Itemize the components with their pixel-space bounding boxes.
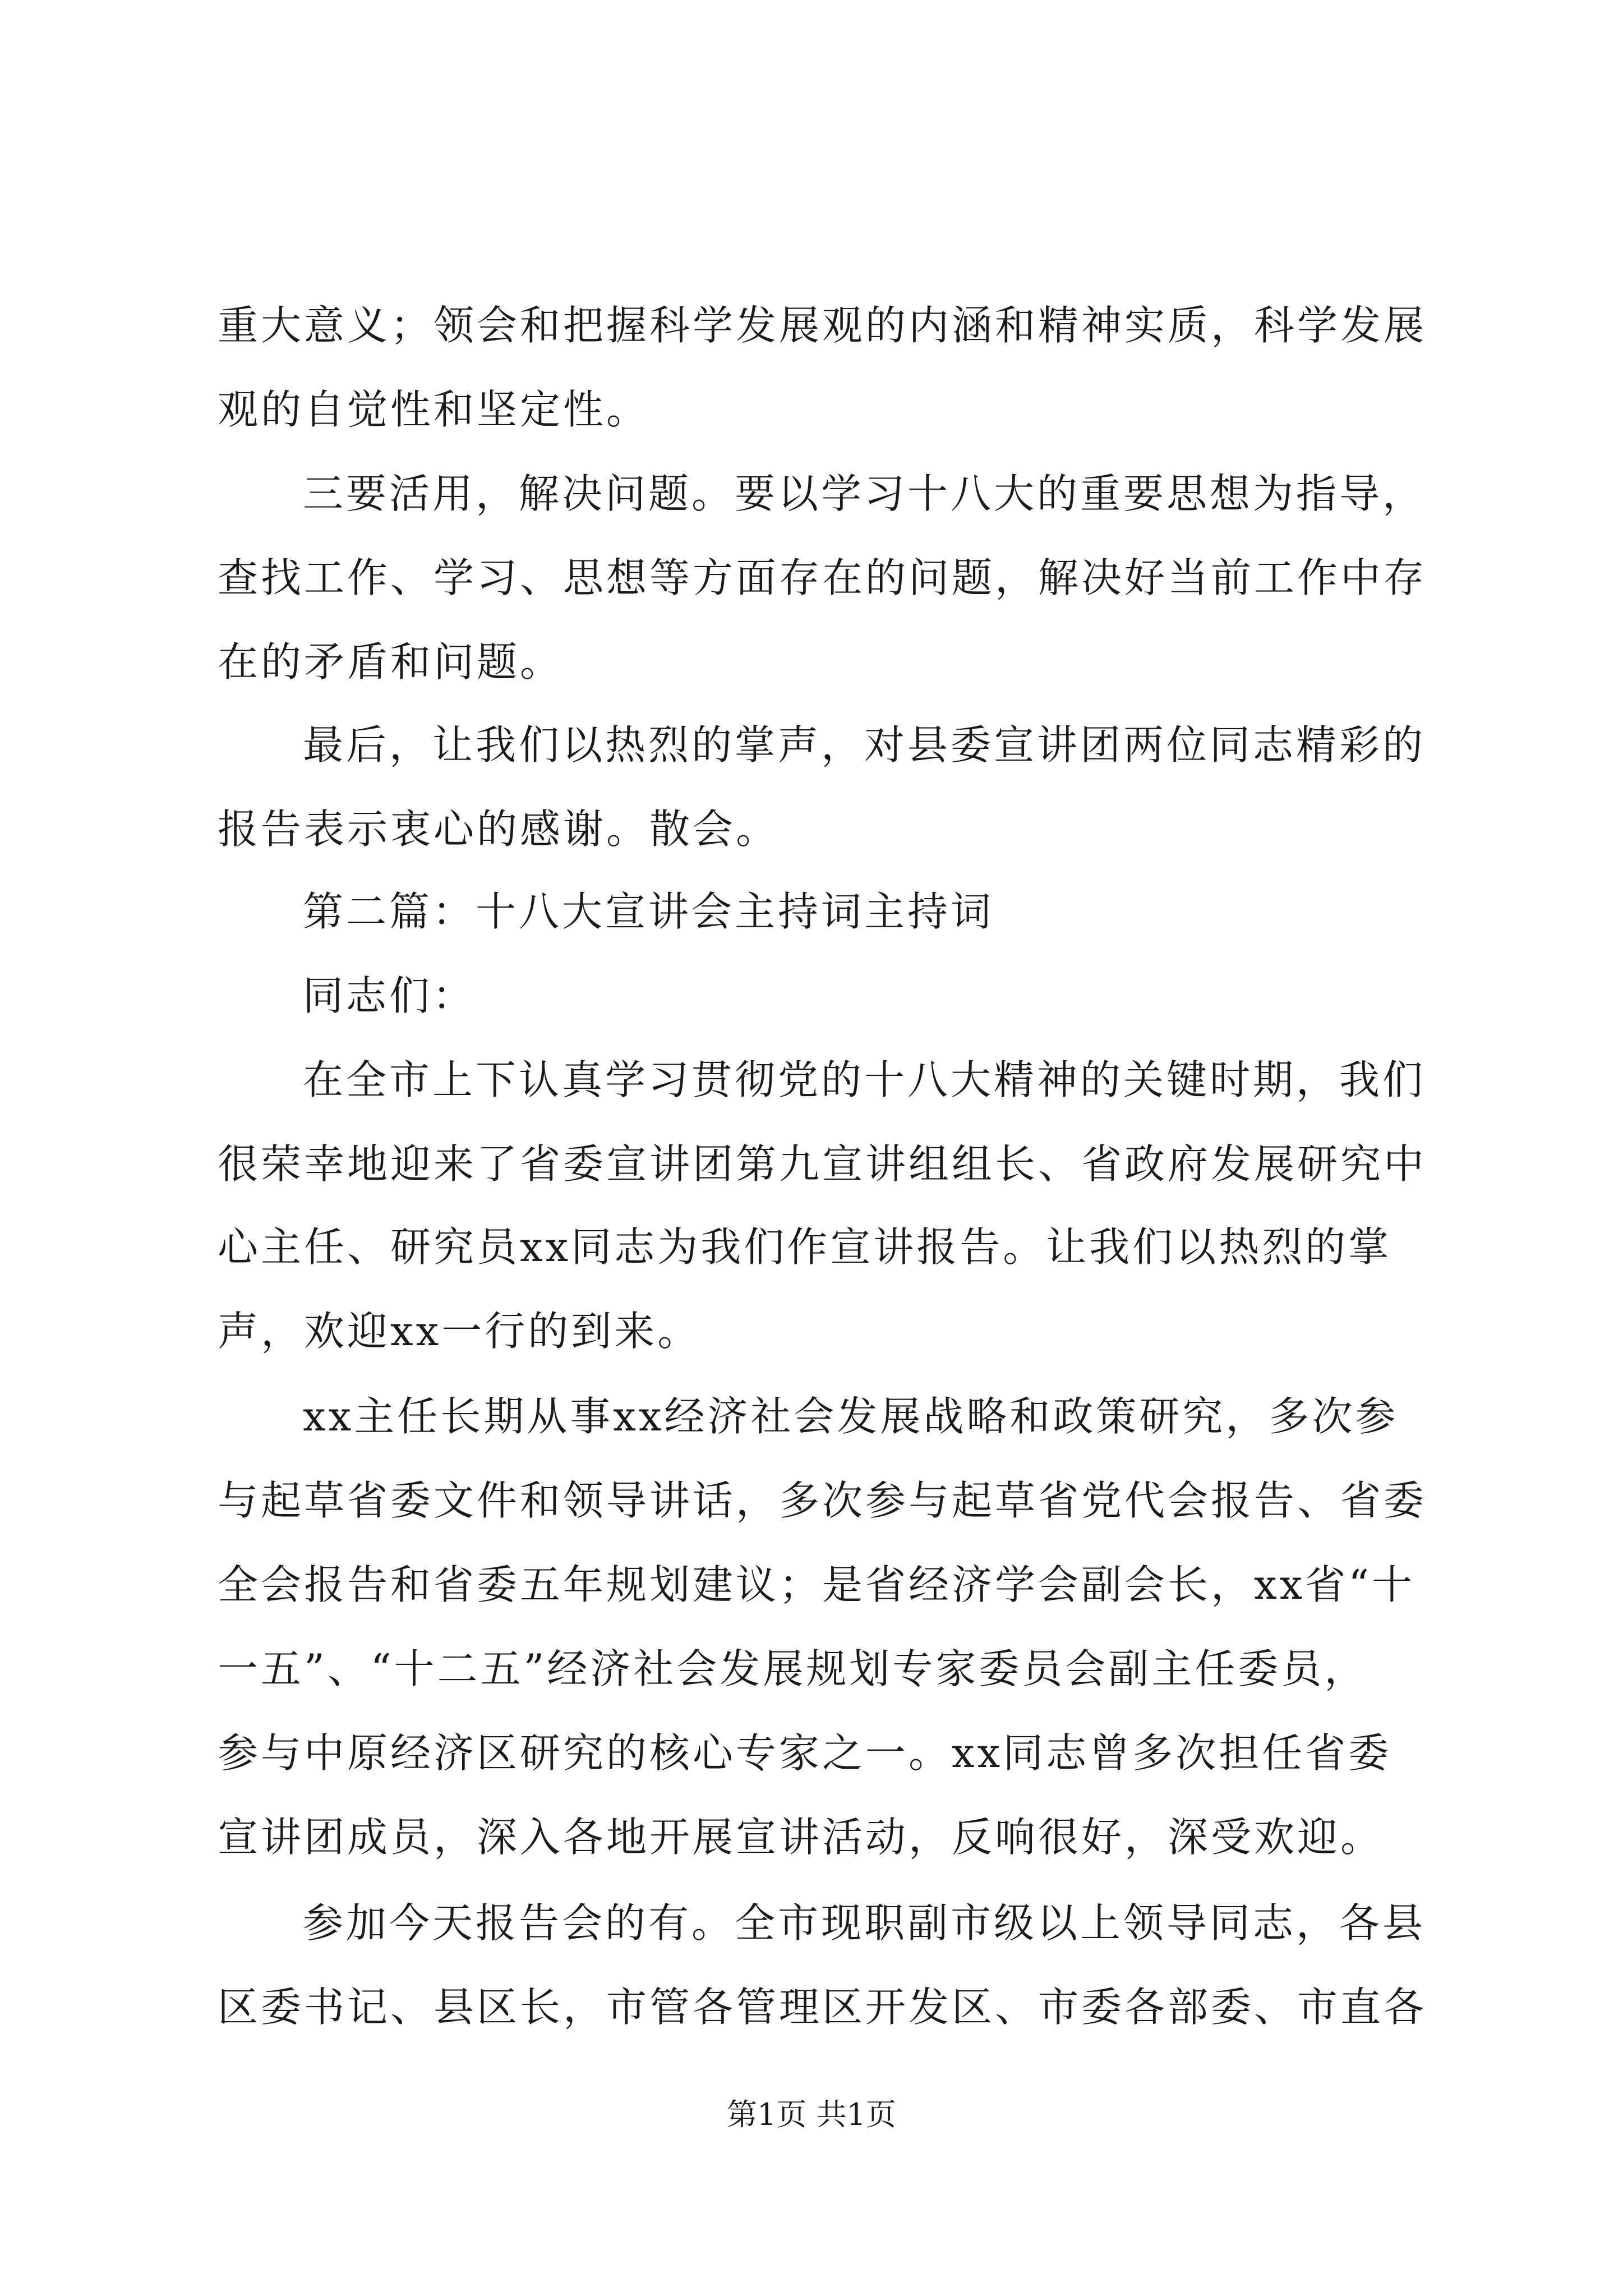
- page-footer: 第1页 共1页: [727, 2097, 896, 2132]
- text-line: 全会报告和省委五年规划建议；是省经济学会副会长，xx省“十: [218, 1561, 1415, 1608]
- text-line: 观的自觉性和坚定性。: [218, 386, 650, 433]
- text-line: 参与中原经济区研究的核心专家之一。xx同志曾多次担任省委: [218, 1729, 1392, 1777]
- text-line: 查找工作、学习、思想等方面存在的问题，解决好当前工作中存: [218, 554, 1427, 601]
- text-line: 在全市上下认真学习贯彻党的十八大精神的关键时期，我们: [303, 1056, 1426, 1103]
- text-line: 区委书记、县区长，市管各管理区开发区、市委各部委、市直各: [218, 1984, 1427, 2031]
- text-line: 参加今天报告会的有。全市现职副市级以上领导同志，各县: [303, 1899, 1426, 1947]
- text-line: 心主任、研究员xx同志为我们作宣讲报告。让我们以热烈的掌: [218, 1223, 1392, 1271]
- salutation: 同志们：: [303, 972, 476, 1019]
- text-line: 与起草省委文件和领导讲话，多次参与起草省党代会报告、省委: [218, 1477, 1427, 1524]
- text-line: 一五”、“十二五”经济社会发展规划专家委员会副主任委员，: [218, 1645, 1368, 1692]
- text-line: 宣讲团成员，深入各地开展宣讲活动，反响很好，深受欢迎。: [218, 1814, 1384, 1861]
- text-line: 很荣幸地迎来了省委宣讲团第九宣讲组组长、省政府发展研究中: [218, 1140, 1427, 1188]
- section-heading: 第二篇：十八大宣讲会主持词主持词: [303, 888, 994, 935]
- text-line: 三要活用，解决问题。要以学习十八大的重要思想为指导，: [303, 470, 1426, 517]
- text-line: 最后，让我们以热烈的掌声，对县委宣讲团两位同志精彩的: [303, 721, 1426, 769]
- text-line: 在的矛盾和问题。: [218, 638, 564, 685]
- text-line: 声，欢迎xx一行的到来。: [218, 1308, 701, 1355]
- text-line: xx主任长期从事xx经济社会发展战略和政策研究，多次参: [303, 1393, 1399, 1440]
- text-line: 重大意义；领会和把握科学发展观的内涵和精神实质，科学发展: [218, 302, 1427, 349]
- text-line: 报告表示衷心的感谢。散会。: [218, 806, 780, 853]
